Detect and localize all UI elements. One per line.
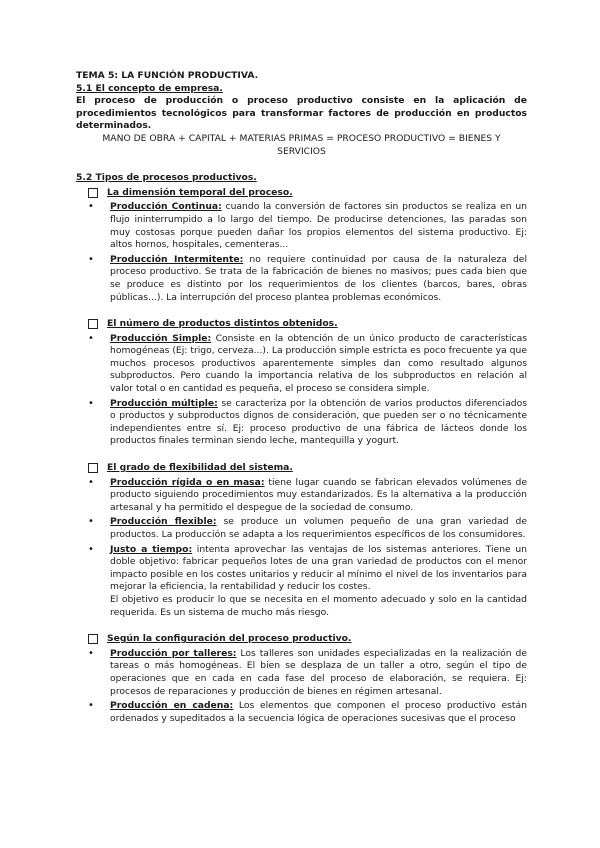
item-term: Producción flexible: [110,516,217,528]
item-term: Producción Intermitente: [110,253,244,265]
block-heading [88,462,527,475]
list-item [110,398,527,448]
production-formula: MANO DE OBRA + CAPITAL + MATERIAS PRIMAS = PROCESO PRODUCTIVO = BIENES Y SERVICIOS [102,132,501,157]
item-text: Los elementos que componen el proceso productivo están ordenados y supeditados a la secuencia lógica de operaciones sucesivas que el proceso [110,700,527,724]
item-text: no requiere continuidad por causa de la naturaleza del proceso productivo. Se trata de la fabricación de bienes no masivos; pues cada bien que se produce es distinto por los requerimientos de los clientes (barcos, bares, obras públicas...). La interrupción del proceso plantea problemas económicos. [110,253,527,303]
item-term: Producción Simple: [110,332,212,344]
section-1-title: 5.1 El concepto de empresa. [76,82,223,94]
block-configuration [76,633,527,725]
checkbox-icon [88,463,98,473]
list-item [110,516,527,541]
list-item [110,700,527,725]
item-text: Los talleres son unidades especializadas en la realización de tareas o más homogéneas. El bien se desplaza de un taller a otro, según el tipo de operaciones que en cada en cada fase del proceso de elaboración, se requiera. Ej: procesos de reparaciones y producción de bienes en régimen artesanal. [110,647,527,697]
item-text: intenta aprovechar las ventajas de los sistemas anteriores. Tiene un doble objetivo: fabricar pequeños lotes de una gran variedad de productos con el menor impacto posible en los costes unitarios y reducir al mínimo el nivel de los inventarios para mejorar la eficiencia, la rentabilidad y reducir los costes. [110,543,527,593]
item-term: Producción Continua: [110,201,222,213]
block-heading [88,633,527,646]
list-item [110,333,527,396]
block-heading [88,318,527,331]
list-item [110,477,527,515]
block-number-of-products [76,318,527,448]
list-item [110,201,527,251]
item-text: Consiste en la obtención de un único producto de características homogéneas (Ej: trigo, cerveza...). La producción simple estricta es poco frecuente ya que muchos procesos productivos aparentemente simples dan como resultado algunos subproductos. Pero cuando la importancia relativa de los subproductos en relación al valor total o en cantidad es pequeña, el proceso se considera simple. [110,332,527,395]
item-term: Producción múltiple: [110,397,218,409]
block-title: El número de productos distintos obtenidos. [107,318,338,330]
list-item [110,254,527,304]
block-temporal-dimension [76,187,527,304]
block-flexibility [76,462,527,619]
blocks-container [76,187,527,726]
block-title: La dimensión temporal del proceso. [107,186,293,198]
item-term: Producción en cadena: [110,700,234,712]
item-text: se caracteriza por la obtención de varios productos diferenciados o productos y subproductos dignos de consideración, que pueden ser o no técnicamente independientes entre sí. Ej: proceso productivo de una fábrica de lácteos donde los productos finales terminan siendo leche, mantequilla y yogurt. [110,397,527,447]
bullet-list [76,333,527,448]
bullet-list [76,648,527,726]
list-item [110,544,527,620]
block-title: Según la configuración del proceso productivo. [107,633,352,645]
checkbox-icon [88,634,98,644]
item-extra-text: El objetivo es producir lo que se necesita en el momento adecuado y solo en la cantidad requerida. Es un sistema de mucho más riesgo. [110,593,527,618]
list-item [110,648,527,698]
checkbox-icon [88,188,98,198]
item-text: cuando la conversión de factores sin productos se realiza en un flujo ininterrumpido a lo largo del tiempo. De producirse detenciones, las paradas son muy costosas porque pueden dañar los propios elementos del sistema productivo. Ej: altos hornos, hospitales, cementeras... [110,201,527,251]
bullet-list [76,201,527,304]
bullet-list [76,477,527,620]
block-heading [88,187,527,200]
item-text: se produce un volumen pequeño de una gran variedad de productos. La producción se adapta a los requerimientos específicos de los consumidores. [110,516,527,540]
checkbox-icon [88,319,98,329]
item-term: Justo a tiempo: [110,543,193,555]
item-text: tiene lugar cuando se fabrican elevados volúmenes de producto siguiendo procedimientos muy estandarizados. Es la alternativa a la producción artesanal y ha permitido el despegue de la sociedad de consumo. [110,476,527,513]
document-page [76,70,527,727]
item-term: Producción rígida o en masa: [110,476,265,488]
block-title: El grado de flexibilidad del sistema. [107,462,293,474]
item-term: Producción por talleres: [110,647,237,659]
section-2-title: 5.2 Tipos de procesos productivos. [76,172,257,184]
section-1-paragraph: El proceso de producción o proceso productivo consiste en la aplicación de procedimientos tecnológicos para transformar factores de producción en productos determinados. [76,95,527,132]
tema-title: TEMA 5: LA FUNCIÓN PRODUCTIVA. [76,70,259,81]
